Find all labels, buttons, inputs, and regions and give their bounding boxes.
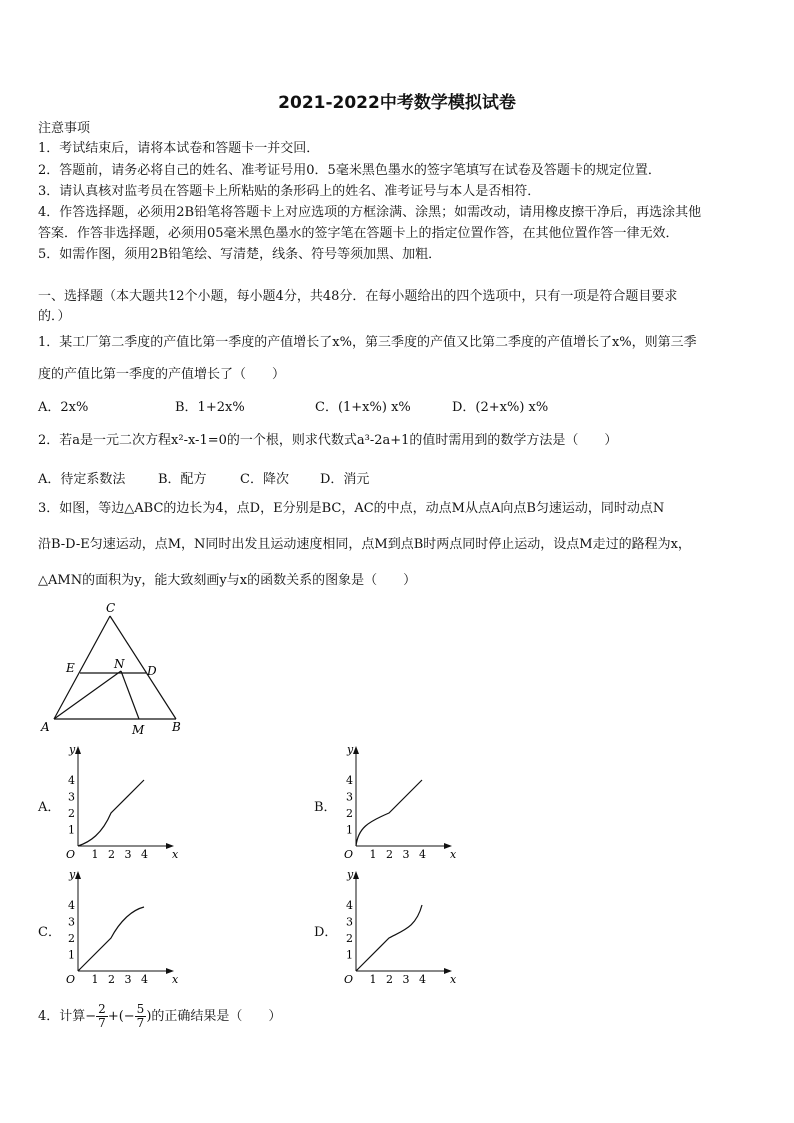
graph-option-a <box>60 742 180 860</box>
y-axis-label: y <box>347 868 354 881</box>
q4-frac1-denominator: 7 <box>98 1016 106 1030</box>
y-axis-label: y <box>347 743 354 756</box>
question-3-line1: 3．如图，等边△ABC的边长为4，点D，E分别是BC，AC的中点，动点M从点A向点B匀速运动，同时动点N <box>38 501 665 516</box>
q3-option-b-label: B． <box>314 800 337 815</box>
q3-option-c-label: C． <box>38 925 61 940</box>
origin-label: O <box>344 848 354 860</box>
x-tick-label: 1 <box>91 973 99 985</box>
label-e: E <box>66 661 75 675</box>
y-axis-arrow <box>75 746 81 754</box>
y-tick-label: 4 <box>68 774 75 787</box>
y-tick-label: 2 <box>68 932 75 945</box>
x-axis-label: x <box>172 973 179 985</box>
label-b: B <box>172 720 181 734</box>
q1-option-d: D．(2+x%) x% <box>452 400 549 415</box>
y-tick-label: 2 <box>346 807 353 820</box>
y-tick-label: 1 <box>68 948 75 962</box>
y-tick-label: 2 <box>346 932 353 945</box>
graph-option-d <box>338 867 458 985</box>
question-4 <box>38 1000 758 1034</box>
q1-option-b: B．1+2x% <box>175 400 245 415</box>
y-tick-label: 3 <box>346 915 353 929</box>
y-axis-arrow <box>353 746 359 754</box>
q4-middle: +(− <box>107 1009 135 1024</box>
q3-option-d-label: D． <box>314 925 338 940</box>
q4-frac2-numerator: 5 <box>136 1002 145 1016</box>
x-tick-label: 4 <box>141 848 148 860</box>
graph-option-c <box>60 867 180 985</box>
x-tick-label: 2 <box>386 848 393 860</box>
q4-fraction-2 <box>135 1003 147 1030</box>
graph-option-b <box>338 742 458 860</box>
question-3-line2: 沿B-D-E匀速运动，点M，N同时出发且运动速度相同，点M到点B时两点同时停止运动，设点M走过的路程为x， <box>38 537 691 552</box>
y-tick-label: 1 <box>346 948 353 962</box>
function-curve <box>78 780 144 846</box>
origin-label: O <box>344 973 354 985</box>
x-axis-label: x <box>450 848 457 860</box>
x-tick-label: 4 <box>141 973 148 985</box>
y-tick-label: 4 <box>346 899 353 912</box>
q2-option-c: C．降次 <box>240 472 289 487</box>
y-tick-label: 4 <box>346 774 353 787</box>
y-tick-label: 1 <box>68 823 75 837</box>
label-n: N <box>114 657 125 671</box>
function-curve <box>356 780 422 846</box>
y-tick-label: 3 <box>68 790 75 804</box>
function-curve <box>356 905 422 971</box>
notice-item: 1．考试结束后，请将本试卷和答题卡一并交回． <box>38 141 320 156</box>
x-tick-label: 4 <box>419 848 426 860</box>
label-d: D <box>147 664 157 678</box>
label-c: C <box>106 601 116 615</box>
q1-option-a: A．2x% <box>38 400 89 415</box>
question-1-line1: 1．某工厂第二季度的产值比第一季度的产值增长了x%，第三季度的产值又比第二季度的产值增长了x%，则第三季 <box>38 335 697 350</box>
section-heading: 一、选择题（本大题共12个小题，每小题4分，共48分．在每小题给出的四个选项中，只有一项是符合题目要求 <box>38 289 678 304</box>
y-tick-label: 1 <box>346 823 353 837</box>
y-axis-label: y <box>69 743 76 756</box>
question-2-stem: 2．若a是一元二次方程x²-x-1=0的一个根，则求代数式a³-2a+1的值时需用到的数学方法是（ ） <box>38 433 618 448</box>
page-title: 2021-2022中考数学模拟试卷 <box>278 93 516 113</box>
notice-item: 4．作答选择题，必须用2B铅笔将答题卡上对应选项的方框涂满、涂黑；如需改动，请用橡皮擦干净后，再选涂其他 <box>38 205 702 220</box>
triangle-figure <box>36 598 186 740</box>
q4-prefix: 4．计算− <box>38 1009 97 1024</box>
x-tick-label: 2 <box>108 848 115 860</box>
x-axis-label: x <box>172 848 179 860</box>
q3-option-a-label: A． <box>38 800 61 815</box>
x-tick-label: 3 <box>402 848 410 860</box>
q2-option-d: D．消元 <box>320 472 370 487</box>
notice-item: 答案．作答非选择题，必须用05毫米黑色墨水的签字笔在答题卡上的指定位置作答，在其他位置作答一律无效． <box>38 226 679 241</box>
notice-item: 3．请认真核对监考员在答题卡上所粘贴的条形码上的姓名、准考证号与本人是否相符． <box>38 184 541 199</box>
section-heading-cont: 的．） <box>38 309 71 324</box>
x-tick-label: 3 <box>124 973 132 985</box>
y-tick-label: 2 <box>68 807 75 820</box>
q1-option-c: C．(1+x%) x% <box>315 400 411 415</box>
notice-item: 2．答题前，请务必将自己的姓名、准考证号用0．5毫米黑色墨水的签字笔填写在试卷及答题卡的规定位置． <box>38 163 661 178</box>
notice-item: 5．如需作图，须用2B铅笔绘、写清楚，线条、符号等须加黑、加粗． <box>38 247 442 262</box>
x-tick-label: 1 <box>369 973 377 985</box>
origin-label: O <box>66 973 76 985</box>
x-tick-label: 2 <box>386 973 393 985</box>
q2-option-b: B．配方 <box>158 472 207 487</box>
y-axis-arrow <box>353 871 359 879</box>
q4-suffix: )的正确结果是（ ） <box>146 1009 282 1024</box>
function-curve <box>78 907 144 971</box>
q4-frac1-numerator: 2 <box>98 1002 106 1016</box>
y-axis-label: y <box>69 868 76 881</box>
label-a: A <box>41 720 50 734</box>
x-tick-label: 1 <box>369 848 377 860</box>
y-tick-label: 3 <box>68 915 75 929</box>
q4-fraction-1 <box>96 1003 108 1030</box>
origin-label: O <box>66 848 76 860</box>
notice-heading: 注意事项 <box>38 121 91 136</box>
x-axis-label: x <box>450 973 457 985</box>
y-tick-label: 4 <box>68 899 75 912</box>
question-1-line2: 度的产值比第一季度的产值增长了（ ） <box>38 367 286 382</box>
question-3-line3: △AMN的面积为y，能大致刻画y与x的函数关系的图象是（ ） <box>38 573 417 588</box>
x-tick-label: 1 <box>91 848 99 860</box>
x-tick-label: 2 <box>108 973 115 985</box>
x-tick-label: 3 <box>402 973 410 985</box>
q4-frac2-denominator: 7 <box>136 1016 145 1030</box>
x-tick-label: 3 <box>124 848 132 860</box>
label-m: M <box>132 723 145 737</box>
y-axis-arrow <box>75 871 81 879</box>
y-tick-label: 3 <box>346 790 353 804</box>
q2-option-a: A．待定系数法 <box>38 472 126 487</box>
x-tick-label: 4 <box>419 973 426 985</box>
